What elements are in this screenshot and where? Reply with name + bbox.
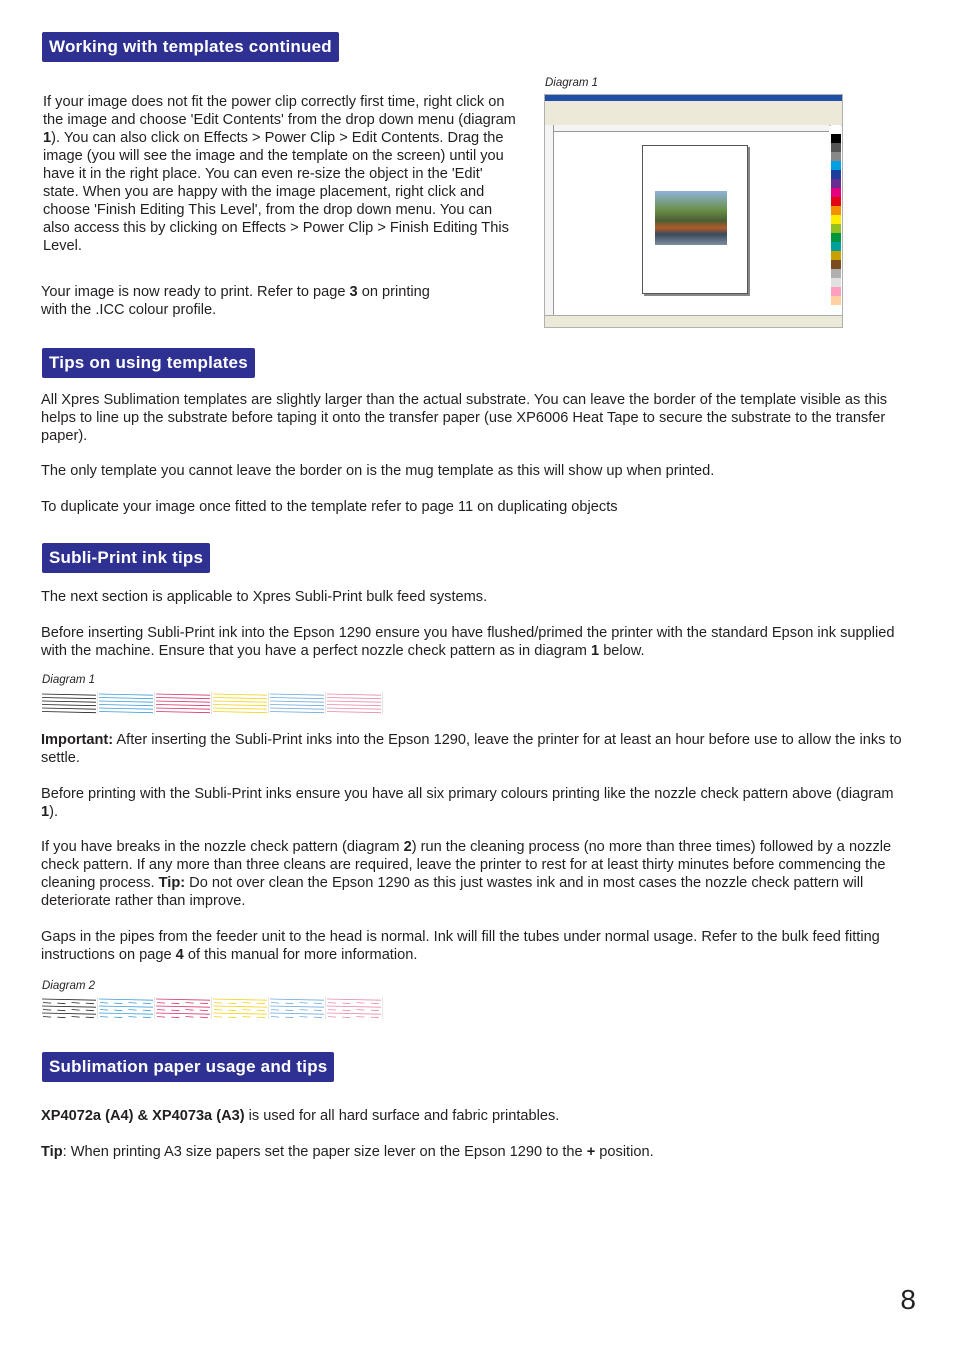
nozzle-line: [213, 698, 267, 699]
diagram-1-screenshot: [544, 94, 843, 328]
palette-swatch: [831, 206, 841, 215]
nozzle-line-segment: [228, 1010, 236, 1011]
nozzle-line-segment: [157, 1017, 165, 1018]
nozzle-check-pattern-broken: [41, 997, 383, 1019]
palette-swatch: [831, 278, 841, 287]
nozzle-line-segment: [43, 1003, 51, 1004]
nozzle-line-segment: [214, 1017, 222, 1018]
nozzle-line: [270, 705, 324, 706]
paragraph-a3-tip: Tip: When printing A3 size papers set the paper size lever on the Epson 1290 to the + position.: [41, 1144, 654, 1160]
nozzle-line-segment: [342, 1010, 350, 1011]
palette-swatch: [831, 269, 841, 278]
nozzle-line: [42, 708, 96, 709]
nozzle-line-segment: [257, 1017, 265, 1018]
nozzle-line: [213, 708, 267, 709]
nozzle-line-segment: [371, 1017, 379, 1018]
nozzle-line-segment: [243, 1017, 251, 1018]
nozzle-line-segment: [200, 1003, 208, 1004]
nozzle-line: [99, 694, 153, 695]
nozzle-line: [42, 1013, 96, 1014]
nozzle-line: [99, 698, 153, 699]
nozzle-line-segment: [143, 1003, 151, 1004]
nozzle-line: [99, 1013, 153, 1014]
nozzle-line-segment: [86, 1003, 94, 1004]
diagram-1-label: Diagram 1: [545, 77, 599, 89]
powerclip-photo: [655, 191, 727, 245]
nozzle-line: [327, 708, 381, 709]
nozzle-line-segment: [143, 1010, 151, 1011]
paragraph-bulk-feed: The next section is applicable to Xpres Subli-Print bulk feed systems.: [41, 589, 488, 605]
nozzle-line: [327, 1006, 381, 1007]
palette-swatch: [831, 296, 841, 305]
nozzle-line: [270, 694, 324, 695]
nozzle-line: [156, 701, 210, 702]
nozzle-line: [270, 698, 324, 699]
app-status-bar: [545, 315, 842, 328]
nozzle-line: [156, 1006, 210, 1007]
nozzle-line-segment: [328, 1010, 336, 1011]
nozzle-line-segment: [257, 1010, 265, 1011]
nozzle-line-segment: [57, 1010, 65, 1011]
palette-swatch: [831, 260, 841, 269]
nozzle-line-segment: [57, 1017, 65, 1018]
nozzle-line: [156, 708, 210, 709]
palette-swatch: [831, 242, 841, 251]
nozzle-line-segment: [285, 1017, 293, 1018]
nozzle-line-segment: [285, 1010, 293, 1011]
nozzle-line: [213, 1013, 267, 1014]
ruler-top: [553, 125, 829, 132]
nozzle-line: [156, 999, 210, 1000]
nozzle-line-segment: [243, 1003, 251, 1004]
ruler-left: [545, 125, 554, 315]
palette-swatch: [831, 152, 841, 161]
palette-swatch: [831, 125, 841, 134]
nozzle-line-segment: [300, 1003, 308, 1004]
section-heading-tips-on-templates: Tips on using templates: [42, 348, 255, 378]
nozzle-line-segment: [72, 1010, 80, 1011]
nozzle-line-segment: [257, 1003, 265, 1004]
nozzle-check-pattern-perfect: [41, 692, 383, 714]
nozzle-line-segment: [129, 1010, 137, 1011]
paragraph-duplicate-image: To duplicate your image once fitted to the template refer to page 11 on duplicating objects: [41, 499, 618, 515]
nozzle-line-segment: [171, 1010, 179, 1011]
nozzle-line: [42, 698, 96, 699]
nozzle-line: [42, 705, 96, 706]
nozzle-line-segment: [357, 1017, 365, 1018]
nozzle-line: [99, 705, 153, 706]
palette-swatch: [831, 134, 841, 143]
nozzle-line-segment: [43, 1010, 51, 1011]
palette-swatch: [831, 197, 841, 206]
nozzle-line-segment: [129, 1003, 137, 1004]
nozzle-line: [270, 701, 324, 702]
nozzle-line: [270, 999, 324, 1000]
nozzle-line: [156, 705, 210, 706]
nozzle-line: [42, 694, 96, 695]
nozzle-line: [156, 698, 210, 699]
nozzle-line-segment: [285, 1003, 293, 1004]
nozzle-line-segment: [328, 1003, 336, 1004]
nozzle-line-segment: [43, 1017, 51, 1018]
nozzle-line-segment: [371, 1003, 379, 1004]
nozzle-line: [99, 701, 153, 702]
nozzle-line-segment: [114, 1017, 122, 1018]
nozzle-line-segment: [314, 1003, 322, 1004]
nozzle-line: [327, 999, 381, 1000]
section-heading-sublimation-paper: Sublimation paper usage and tips: [42, 1052, 334, 1082]
paragraph-cleaning: If you have breaks in the nozzle check pattern (diagram 2) run the cleaning process (no more than three times) followed by a nozzle check pattern. If any more than three cleans are required, leave the printer to rest for at least thirty minutes before commencing the cleaning process. Tip: Do not over clean the Epson 1290 as this just wastes ink and in most cases the nozzle check pattern will deteriorate rather than improve.: [41, 839, 892, 909]
nozzle-line-segment: [371, 1010, 379, 1011]
nozzle-line-segment: [214, 1003, 222, 1004]
nozzle-line: [327, 705, 381, 706]
nozzle-line-segment: [114, 1010, 122, 1011]
nozzle-line-segment: [143, 1017, 151, 1018]
nozzle-line-segment: [342, 1017, 350, 1018]
palette-swatch: [831, 179, 841, 188]
nozzle-line-segment: [357, 1003, 365, 1004]
nozzle-line-segment: [100, 1003, 108, 1004]
nozzle-line-segment: [186, 1017, 194, 1018]
paragraph-important: Important: After inserting the Subli-Print inks into the Epson 1290, leave the printer for at least an hour before use to allow the inks to settle.: [41, 732, 902, 766]
nozzle-line: [156, 1013, 210, 1014]
nozzle-line: [156, 712, 210, 713]
palette-swatch: [831, 143, 841, 152]
nozzle-line-segment: [186, 1010, 194, 1011]
paragraph-flush-printer: Before inserting Subli-Print ink into the Epson 1290 ensure you have flushed/primed the printer with the standard Epson ink supplied with the machine. Ensure that you have a perfect nozzle check pattern as in diagram 1 below.: [41, 625, 895, 659]
nozzle-line-segment: [86, 1017, 94, 1018]
nozzle-line-segment: [100, 1010, 108, 1011]
nozzle-line: [327, 694, 381, 695]
nozzle-line: [42, 999, 96, 1000]
nozzle-line-segment: [86, 1010, 94, 1011]
nozzle-line-segment: [271, 1010, 279, 1011]
nozzle-line: [213, 712, 267, 713]
nozzle-line: [42, 712, 96, 713]
paragraph-paper-codes: XP4072a (A4) & XP4073a (A3) is used for all hard surface and fabric printables.: [41, 1108, 560, 1124]
nozzle-line: [327, 698, 381, 699]
nozzle-line-segment: [129, 1017, 137, 1018]
palette-swatch: [831, 188, 841, 197]
palette-swatch: [831, 287, 841, 296]
nozzle-line: [99, 712, 153, 713]
palette-swatch: [831, 251, 841, 260]
nozzle-line-segment: [114, 1003, 122, 1004]
nozzle-line: [213, 701, 267, 702]
nozzle-line-segment: [271, 1017, 279, 1018]
nozzle-line-segment: [57, 1003, 65, 1004]
nozzle-line-segment: [300, 1010, 308, 1011]
nozzle-line-segment: [300, 1017, 308, 1018]
nozzle-line: [327, 712, 381, 713]
nozzle-line: [99, 999, 153, 1000]
nozzle-line-segment: [314, 1010, 322, 1011]
nozzle-line-segment: [328, 1017, 336, 1018]
paragraph-gaps-in-pipes: Gaps in the pipes from the feeder unit to the head is normal. Ink will fill the tubes under normal usage. Refer to the bulk feed fitting instructions on page 4 of this manual for more information.: [41, 929, 880, 963]
nozzle-line: [42, 1006, 96, 1007]
nozzle-line-segment: [228, 1017, 236, 1018]
nozzle-line-segment: [357, 1010, 365, 1011]
nozzle-line: [42, 701, 96, 702]
paragraph-six-colours: Before printing with the Subli-Print inks ensure you have all six primary colours printing like the nozzle check pattern above (diagram 1).: [41, 786, 894, 820]
nozzle-line-segment: [72, 1003, 80, 1004]
nozzle-diagram-2-label: Diagram 2: [42, 980, 96, 992]
nozzle-line: [99, 708, 153, 709]
nozzle-line-segment: [271, 1003, 279, 1004]
nozzle-line: [213, 1006, 267, 1007]
palette-swatch: [831, 215, 841, 224]
nozzle-line: [99, 1006, 153, 1007]
nozzle-line-segment: [243, 1010, 251, 1011]
nozzle-line-segment: [228, 1003, 236, 1004]
nozzle-line-segment: [200, 1017, 208, 1018]
nozzle-line-segment: [100, 1017, 108, 1018]
nozzle-line-segment: [314, 1017, 322, 1018]
section-heading-subli-print-ink: Subli-Print ink tips: [42, 543, 210, 573]
section-heading-working-with-templates: Working with templates continued: [42, 32, 339, 62]
nozzle-line-segment: [200, 1010, 208, 1011]
nozzle-line: [270, 708, 324, 709]
nozzle-line: [156, 694, 210, 695]
nozzle-line-segment: [171, 1003, 179, 1004]
nozzle-line: [270, 1006, 324, 1007]
nozzle-line: [213, 999, 267, 1000]
nozzle-line-segment: [171, 1017, 179, 1018]
nozzle-line: [270, 1013, 324, 1014]
paragraph-edit-contents: If your image does not fit the power clip correctly first time, right click on the image and choose 'Edit Contents' from the drop down menu (diagram 1). You can also click on Effects > Power Clip > Edit Contents. Drag the image (you will see the image and the template on the screen) until you have it in the right place. You can even re-size the object in the 'Edit' state. When you are happy with the image placement, right click and choose 'Finish Editing This Level', from the drop down menu. You can also access this by clicking on Effects > Power Clip > Finish Editing This Level.: [43, 94, 516, 254]
nozzle-line-segment: [157, 1003, 165, 1004]
nozzle-diagram-1-label: Diagram 1: [42, 674, 96, 686]
palette-swatch: [831, 224, 841, 233]
nozzle-line-segment: [214, 1010, 222, 1011]
nozzle-line: [213, 694, 267, 695]
color-palette: [831, 125, 841, 315]
nozzle-line: [270, 712, 324, 713]
palette-swatch: [831, 161, 841, 170]
nozzle-line-segment: [186, 1003, 194, 1004]
nozzle-line-segment: [342, 1003, 350, 1004]
paragraph-ready-to-print: Your image is now ready to print. Refer to page 3 on printing with the .ICC colour profile.: [41, 284, 430, 318]
nozzle-line-segment: [72, 1017, 80, 1018]
nozzle-line: [327, 1013, 381, 1014]
nozzle-line: [213, 705, 267, 706]
palette-swatch: [831, 233, 841, 242]
paragraph-mug-template: The only template you cannot leave the border on is the mug template as this will show up when printed.: [41, 463, 715, 479]
nozzle-line-segment: [157, 1010, 165, 1011]
page-number: 8: [900, 1284, 916, 1315]
paragraph-template-border: All Xpres Sublimation templates are slightly larger than the actual substrate. You can leave the border of the template visible as this helps to line up the substrate before taping it onto the transfer paper (use XP6006 Heat Tape to secure the substrate to the transfer paper).: [41, 392, 888, 444]
palette-swatch: [831, 170, 841, 179]
nozzle-line: [327, 701, 381, 702]
